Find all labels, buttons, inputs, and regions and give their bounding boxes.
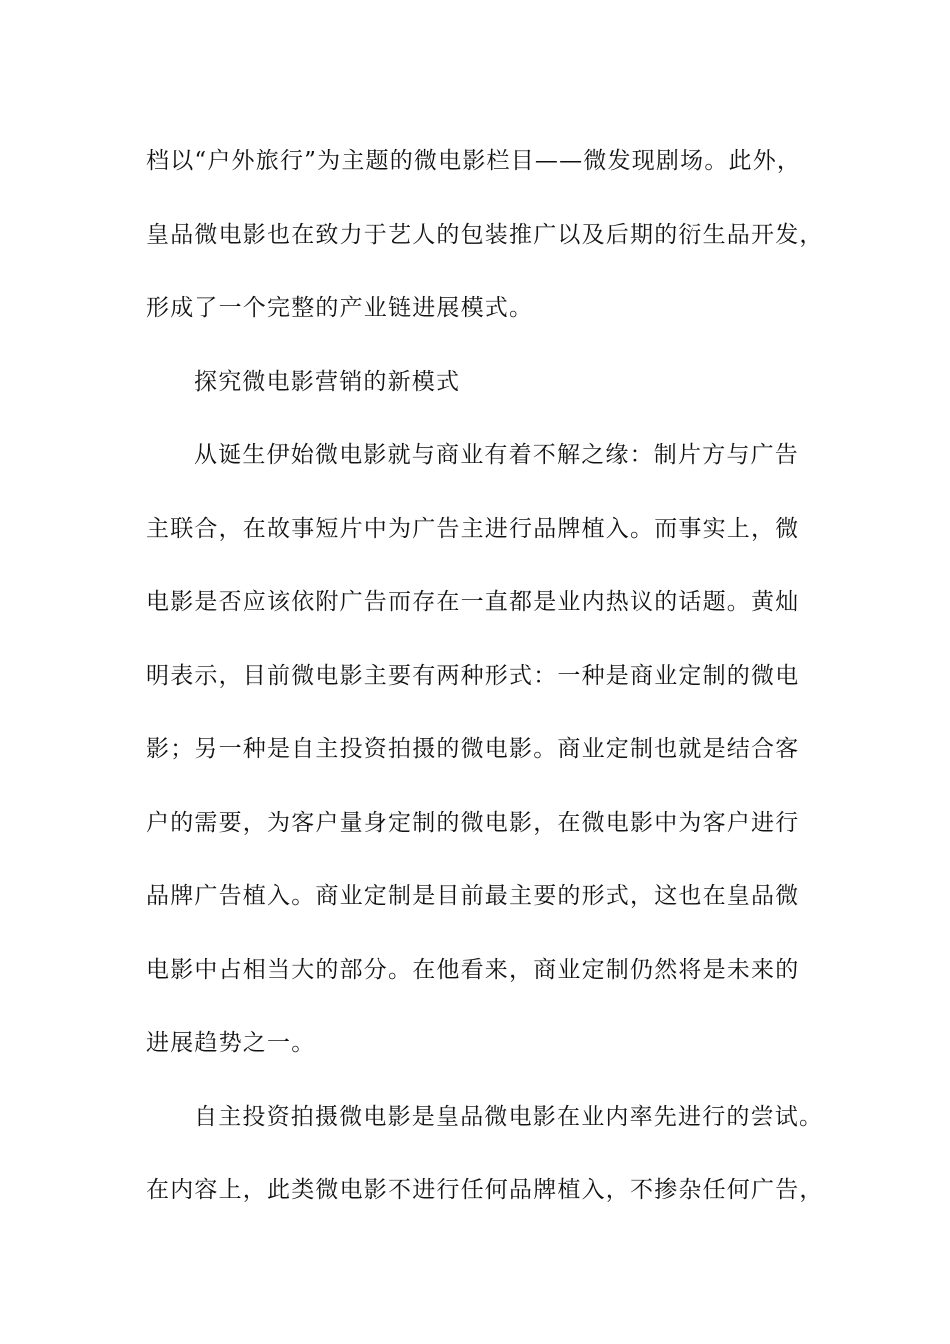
paragraph-start-line: 从诞生伊始微电影就与商业有着不解之缘：制片方与广告 [194, 442, 799, 468]
text-line: 进展趋势之一。 [146, 1030, 316, 1056]
text-line: 在内容上，此类微电影不进行任何品牌植入，不掺杂任何广告， [146, 1177, 824, 1203]
text-line: 影；另一种是自主投资拍摄的微电影。商业定制也就是结合客 [146, 736, 800, 762]
text-line: 品牌广告植入。商业定制是目前最主要的形式，这也在皇品微 [146, 883, 800, 909]
text-line: 主联合，在故事短片中为广告主进行品牌植入。而事实上，微 [146, 515, 800, 542]
text-line: 电影中占相当大的部分。在他看来，商业定制仍然将是未来的 [146, 956, 800, 983]
text-line: 档以“户外旅行”为主题的微电影栏目——微发现剧场。此外， [146, 148, 802, 174]
text-line: 形成了一个完整的产业链进展模式。 [146, 295, 534, 321]
text-line: 皇品微电影也在致力于艺人的包装推广以及后期的衍生品开发， [146, 221, 824, 248]
section-heading: 探究微电影营销的新模式 [194, 368, 461, 395]
text-line: 明表示，目前微电影主要有两种形式：一种是商业定制的微电 [146, 662, 800, 689]
paragraph-start-line: 自主投资拍摄微电影是皇品微电影在业内率先进行的尝试。 [194, 1103, 824, 1130]
text-line: 电影是否应该依附广告而存在一直都是业内热议的话题。黄灿 [146, 589, 800, 615]
body-text [146, 125, 824, 1228]
text-line: 户的需要，为客户量身定制的微电影，在微电影中为客户进行 [146, 809, 800, 836]
